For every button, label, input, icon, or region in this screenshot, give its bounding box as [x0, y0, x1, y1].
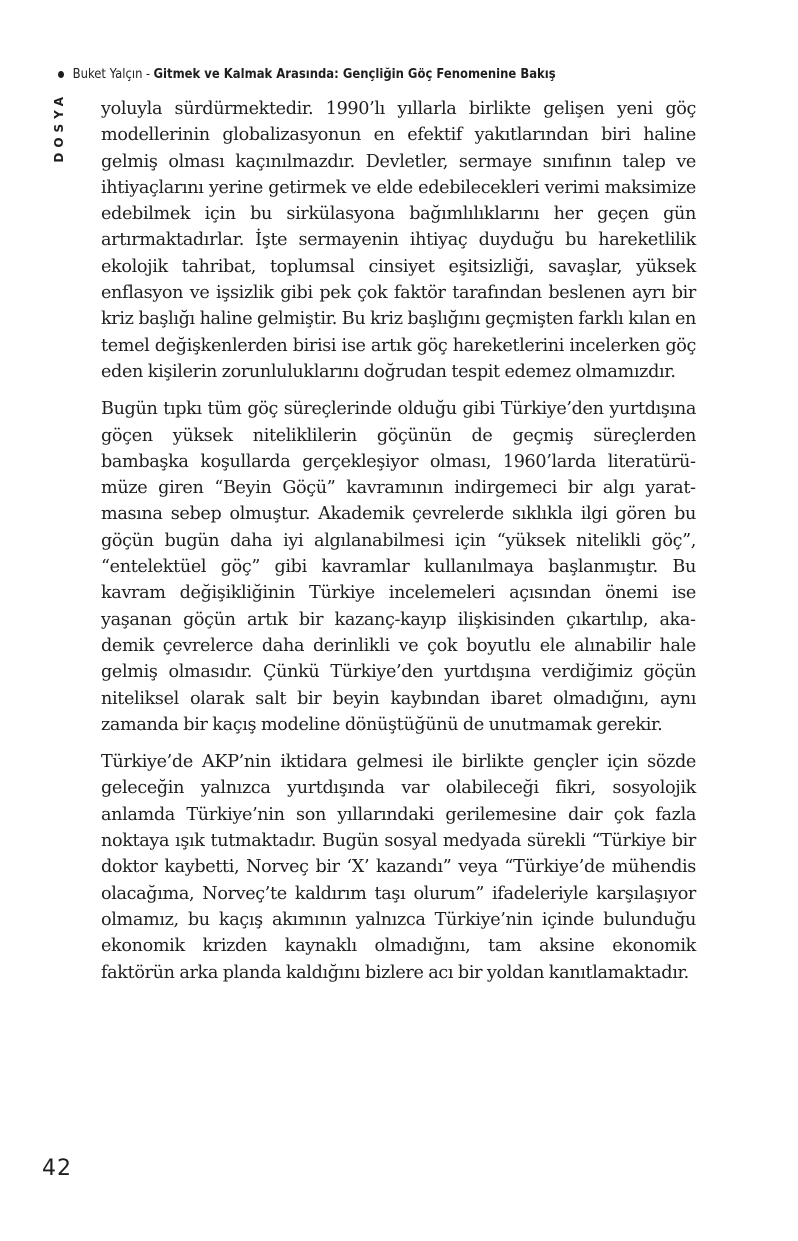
paragraph: Türkiye’de AKP’nin iktidara gelmesi ile birlikte gençler için sözde geleceğin yalnızca yurtdışında var olabileceği fikri, sosyolojik anlamda Türkiye’nin son yıllarındaki gerilemesine dair çok fazla noktaya ışık tutmaktadır. Bugün sosyal medyada sürekli “Türkiye bir doktor kaybetti, Norveç bir ‘X’ kazandı” veya “Türkiye’de mühendis olacağıma, Norveç’te kaldırım taşı olurum” ifadeleriyle karşılaşıyor olmamız, bu kaçış akımının yalnızca Türkiye’nin içinde bulunduğu ekonomik krizden kaynaklı olmadığını, tam aksine ekonomik faktörün arka planda kaldığını bizlere acı bir yoldan kanıtlamaktadır.: [101, 752, 696, 983]
paragraph: Bugün tıpkı tüm göç süreçlerinde olduğu gibi Türkiye’den yurtdışına göçen yüksek niteliklilerin göçünün de geçmiş süreçlerden bambaşka koşullarda gerçekleşiyor olması, 1960’larda literatürümüze giren “Beyin Göçü” kavramının indirgemeci bir algı yaratmasına sebep olmuştur. Akademik çevrelerde sıklıkla ilgi gören bu göçün bugün daha iyi algılanabilmesi için “yüksek nitelikli göç”, “entelektüel göç” gibi kavramlar kullanılmaya başlanmıştır. Bu kavram değişikliğinin Türkiye incelemeleri açısından önemi ise yaşanan göçün artık bir kazanç-kayıp ilişkisinden çıkartılıp, akademik çevrelerce daha derinlikli ve çok boyutlu ele alınabilir hale gelmiş olmasıdır. Çünkü Türkiye’den yurtdışına verdiğimiz göçün niteliksel olarak salt bir beyin kaybından ibaret olmadığını, aynı zamanda bir kaçış modeline dönüştüğünü de unutmamak gerekir.: [101, 399, 696, 735]
header-separator: -: [145, 66, 151, 82]
bullet-icon: [58, 71, 64, 78]
article-title: Gitmek ve Kalmak Arasında: Gençliğin Göç Fenomenine Bakış: [153, 66, 556, 82]
paragraph: yoluyla sürdürmektedir. 1990’lı yıllarla birlikte gelişen yeni göç modellerinin globalizasyonun en efektif yakıtlarından biri haline gelmiş olması kaçınılmazdır. Devletler, sermaye sınıfının talep ve ihtiyaçlarını yerine getirmek ve elde edebilecekleri verimi maksimize edebilmek için bu sirkülasyona bağımlılıklarını her geçen gün artırmaktadırlar. İşte sermayenin ihtiyaç duyduğu bu hareketlilik ekolojik tahribat, toplumsal cinsiyet eşitsizliği, savaşlar, yüksek enflasyon ve işsizlik gibi pek çok faktör tarafından beslenen ayrı bir kriz başlığı haline gelmiştir. Bu kriz başlığını geçmişten farklı kılan en temel değişkenlerden birisi ise artık göç hareketlerini incelerken göç eden kişilerin zorunluluklarını doğrudan tespit edemez olmamızdır.: [101, 99, 696, 382]
running-header: [58, 62, 556, 86]
section-label: DOSYA: [52, 92, 66, 163]
article-body: [101, 96, 696, 997]
author-name: Buket Yalçın: [72, 66, 143, 82]
page-number: 42: [42, 1156, 72, 1181]
